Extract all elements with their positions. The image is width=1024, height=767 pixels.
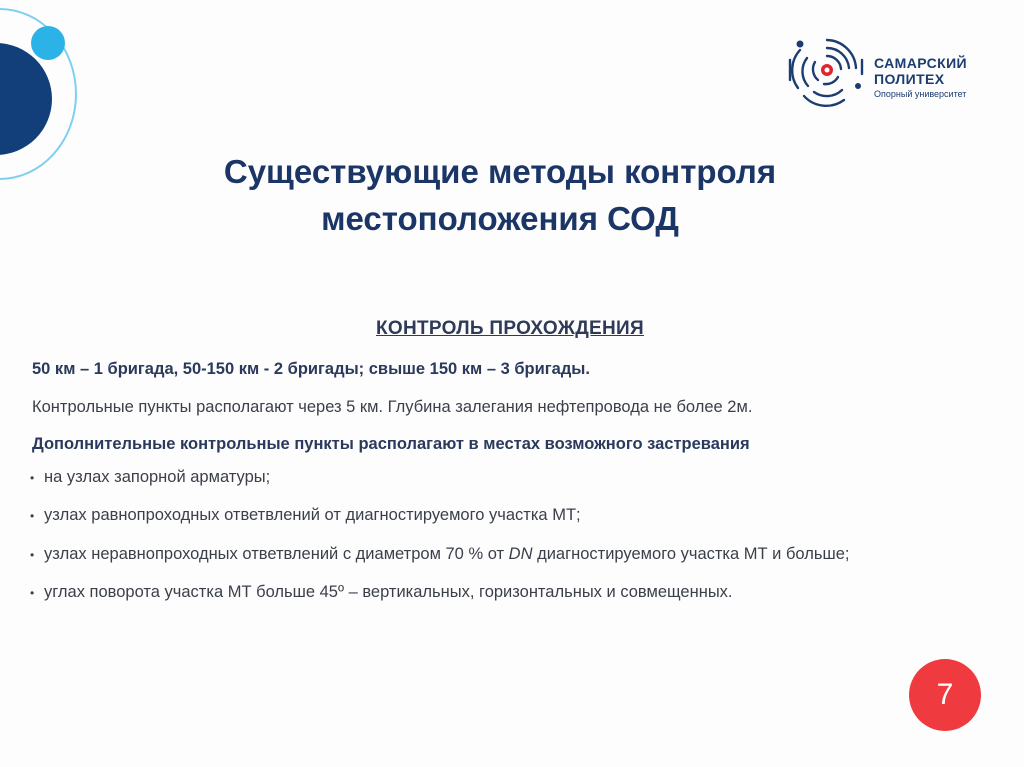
page-number-badge: 7 bbox=[909, 659, 981, 731]
bullet-text: на узлах запорной арматуры; bbox=[44, 468, 271, 486]
logo-emblem-icon bbox=[780, 30, 872, 110]
bullet-text: углах поворота участка МТ больше 45º – вертикальных, горизонтальных и совмещенных. bbox=[44, 583, 733, 601]
bullet-marker: • bbox=[30, 470, 35, 485]
logo-tagline: Опорный университет bbox=[874, 89, 967, 99]
bullet-marker: • bbox=[30, 585, 35, 600]
checkpoint-info-line: Контрольные пункты располагают через 5 км. Глубина залегания нефтепровода не более 2м. bbox=[32, 398, 753, 416]
bullet-text: узлах равнопроходных ответвлений от диагностируемого участка МТ; bbox=[44, 506, 581, 524]
slide-title-line-1: Существующие методы контроля bbox=[223, 153, 777, 190]
bullet-item bbox=[30, 583, 733, 602]
section-subheading: КОНТРОЛЬ ПРОХОЖДЕНИЯ bbox=[376, 318, 644, 339]
bullet-text-part: узлах неравнопроходных ответвлений с диаметром 70 % от bbox=[44, 545, 509, 563]
brigade-info-line: 50 км – 1 бригада, 50-150 км - 2 бригады; свыше 150 км – 3 бригады. bbox=[32, 360, 590, 378]
bullet-item bbox=[30, 545, 849, 564]
bullet-marker: • bbox=[30, 508, 35, 523]
bullet-item bbox=[30, 468, 270, 487]
bullet-text-part: диагностируемого участка МТ и больше; bbox=[532, 545, 850, 563]
decorative-circle-light bbox=[31, 26, 65, 60]
logo-text bbox=[874, 56, 967, 99]
bullet-text-italic: DN bbox=[508, 545, 533, 563]
university-logo bbox=[780, 30, 990, 110]
bullet-item bbox=[30, 506, 581, 525]
slide-title-line-2: местоположения СОД bbox=[321, 200, 679, 237]
logo-line-2: ПОЛИТЕХ bbox=[874, 71, 945, 87]
slide-title bbox=[120, 148, 880, 242]
logo-line-1: САМАРСКИЙ bbox=[874, 55, 968, 71]
additional-checkpoints-line: Дополнительные контрольные пункты располагают в местах возможного застревания bbox=[32, 435, 750, 453]
bullet-marker: • bbox=[30, 547, 35, 562]
